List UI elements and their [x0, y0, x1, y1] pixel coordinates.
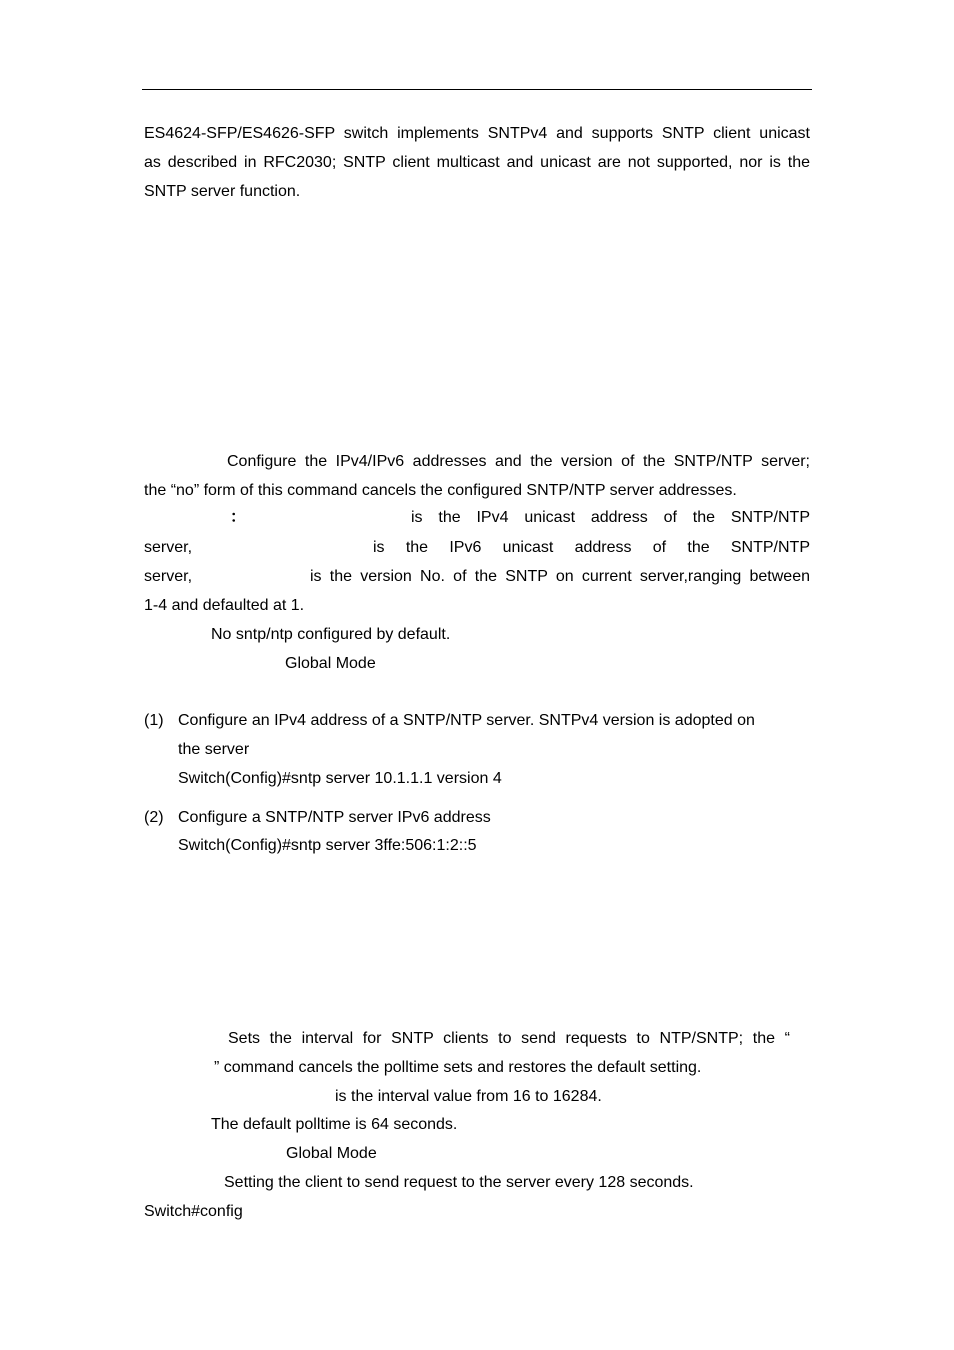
server-param-line-1: is the IPv4 unicast address of the SNTP/NTP [411, 509, 810, 526]
intro-line-1: ES4624-SFP/ES4626-SFP switch implements SNTPv4 and supports SNTP client unicast [144, 125, 810, 142]
polltime-function-line-2: ” command cancels the polltime sets and restores the default setting. [214, 1059, 702, 1076]
polltime-default: The default polltime is 64 seconds. [211, 1116, 458, 1133]
intro-line-2: as described in RFC2030; SNTP client multicast and unicast are not supported, nor is the [144, 154, 810, 171]
intro-line-3: SNTP server function. [144, 183, 301, 200]
server-param-line-4: 1-4 and defaulted at 1. [144, 597, 305, 614]
server-function-line-2: the “no” form of this command cancels the configured SNTP/NTP server addresses. [144, 482, 737, 499]
polltime-example-command: Switch#config [144, 1203, 243, 1220]
server-param-line-3b: is the version No. of the SNTP on current server,ranging between [310, 568, 810, 585]
example-1-number: (1) [144, 712, 164, 729]
server-param-line-2a: server, [144, 539, 193, 556]
server-mode: Global Mode [285, 655, 376, 672]
polltime-param: is the interval value from 16 to 16284. [335, 1088, 602, 1105]
example-2-command: Switch(Config)#sntp server 3ffe:506:1:2::5 [178, 837, 477, 854]
example-2-line-1: Configure a SNTP/NTP server IPv6 address [178, 809, 491, 826]
polltime-example: Setting the client to send request to the server every 128 seconds. [224, 1174, 694, 1191]
header-rule [142, 89, 812, 90]
parameter-colon: ： [230, 509, 247, 526]
server-param-line-2b: is the IPv6 unicast address of the SNTP/NTP [373, 539, 810, 556]
polltime-mode: Global Mode [286, 1145, 377, 1162]
example-1-line-1: Configure an IPv4 address of a SNTP/NTP server. SNTPv4 version is adopted on [178, 712, 755, 729]
polltime-function-line-1: Sets the interval for SNTP clients to send requests to NTP/SNTP; the “ [228, 1030, 790, 1047]
server-default: No sntp/ntp configured by default. [211, 626, 451, 643]
example-2-number: (2) [144, 809, 164, 826]
server-function-line-1: Configure the IPv4/IPv6 addresses and the version of the SNTP/NTP server; [227, 453, 810, 470]
server-param-line-3a: server, [144, 568, 193, 585]
example-1-command: Switch(Config)#sntp server 10.1.1.1 version 4 [178, 770, 502, 787]
example-1-line-2: the server [178, 741, 250, 758]
